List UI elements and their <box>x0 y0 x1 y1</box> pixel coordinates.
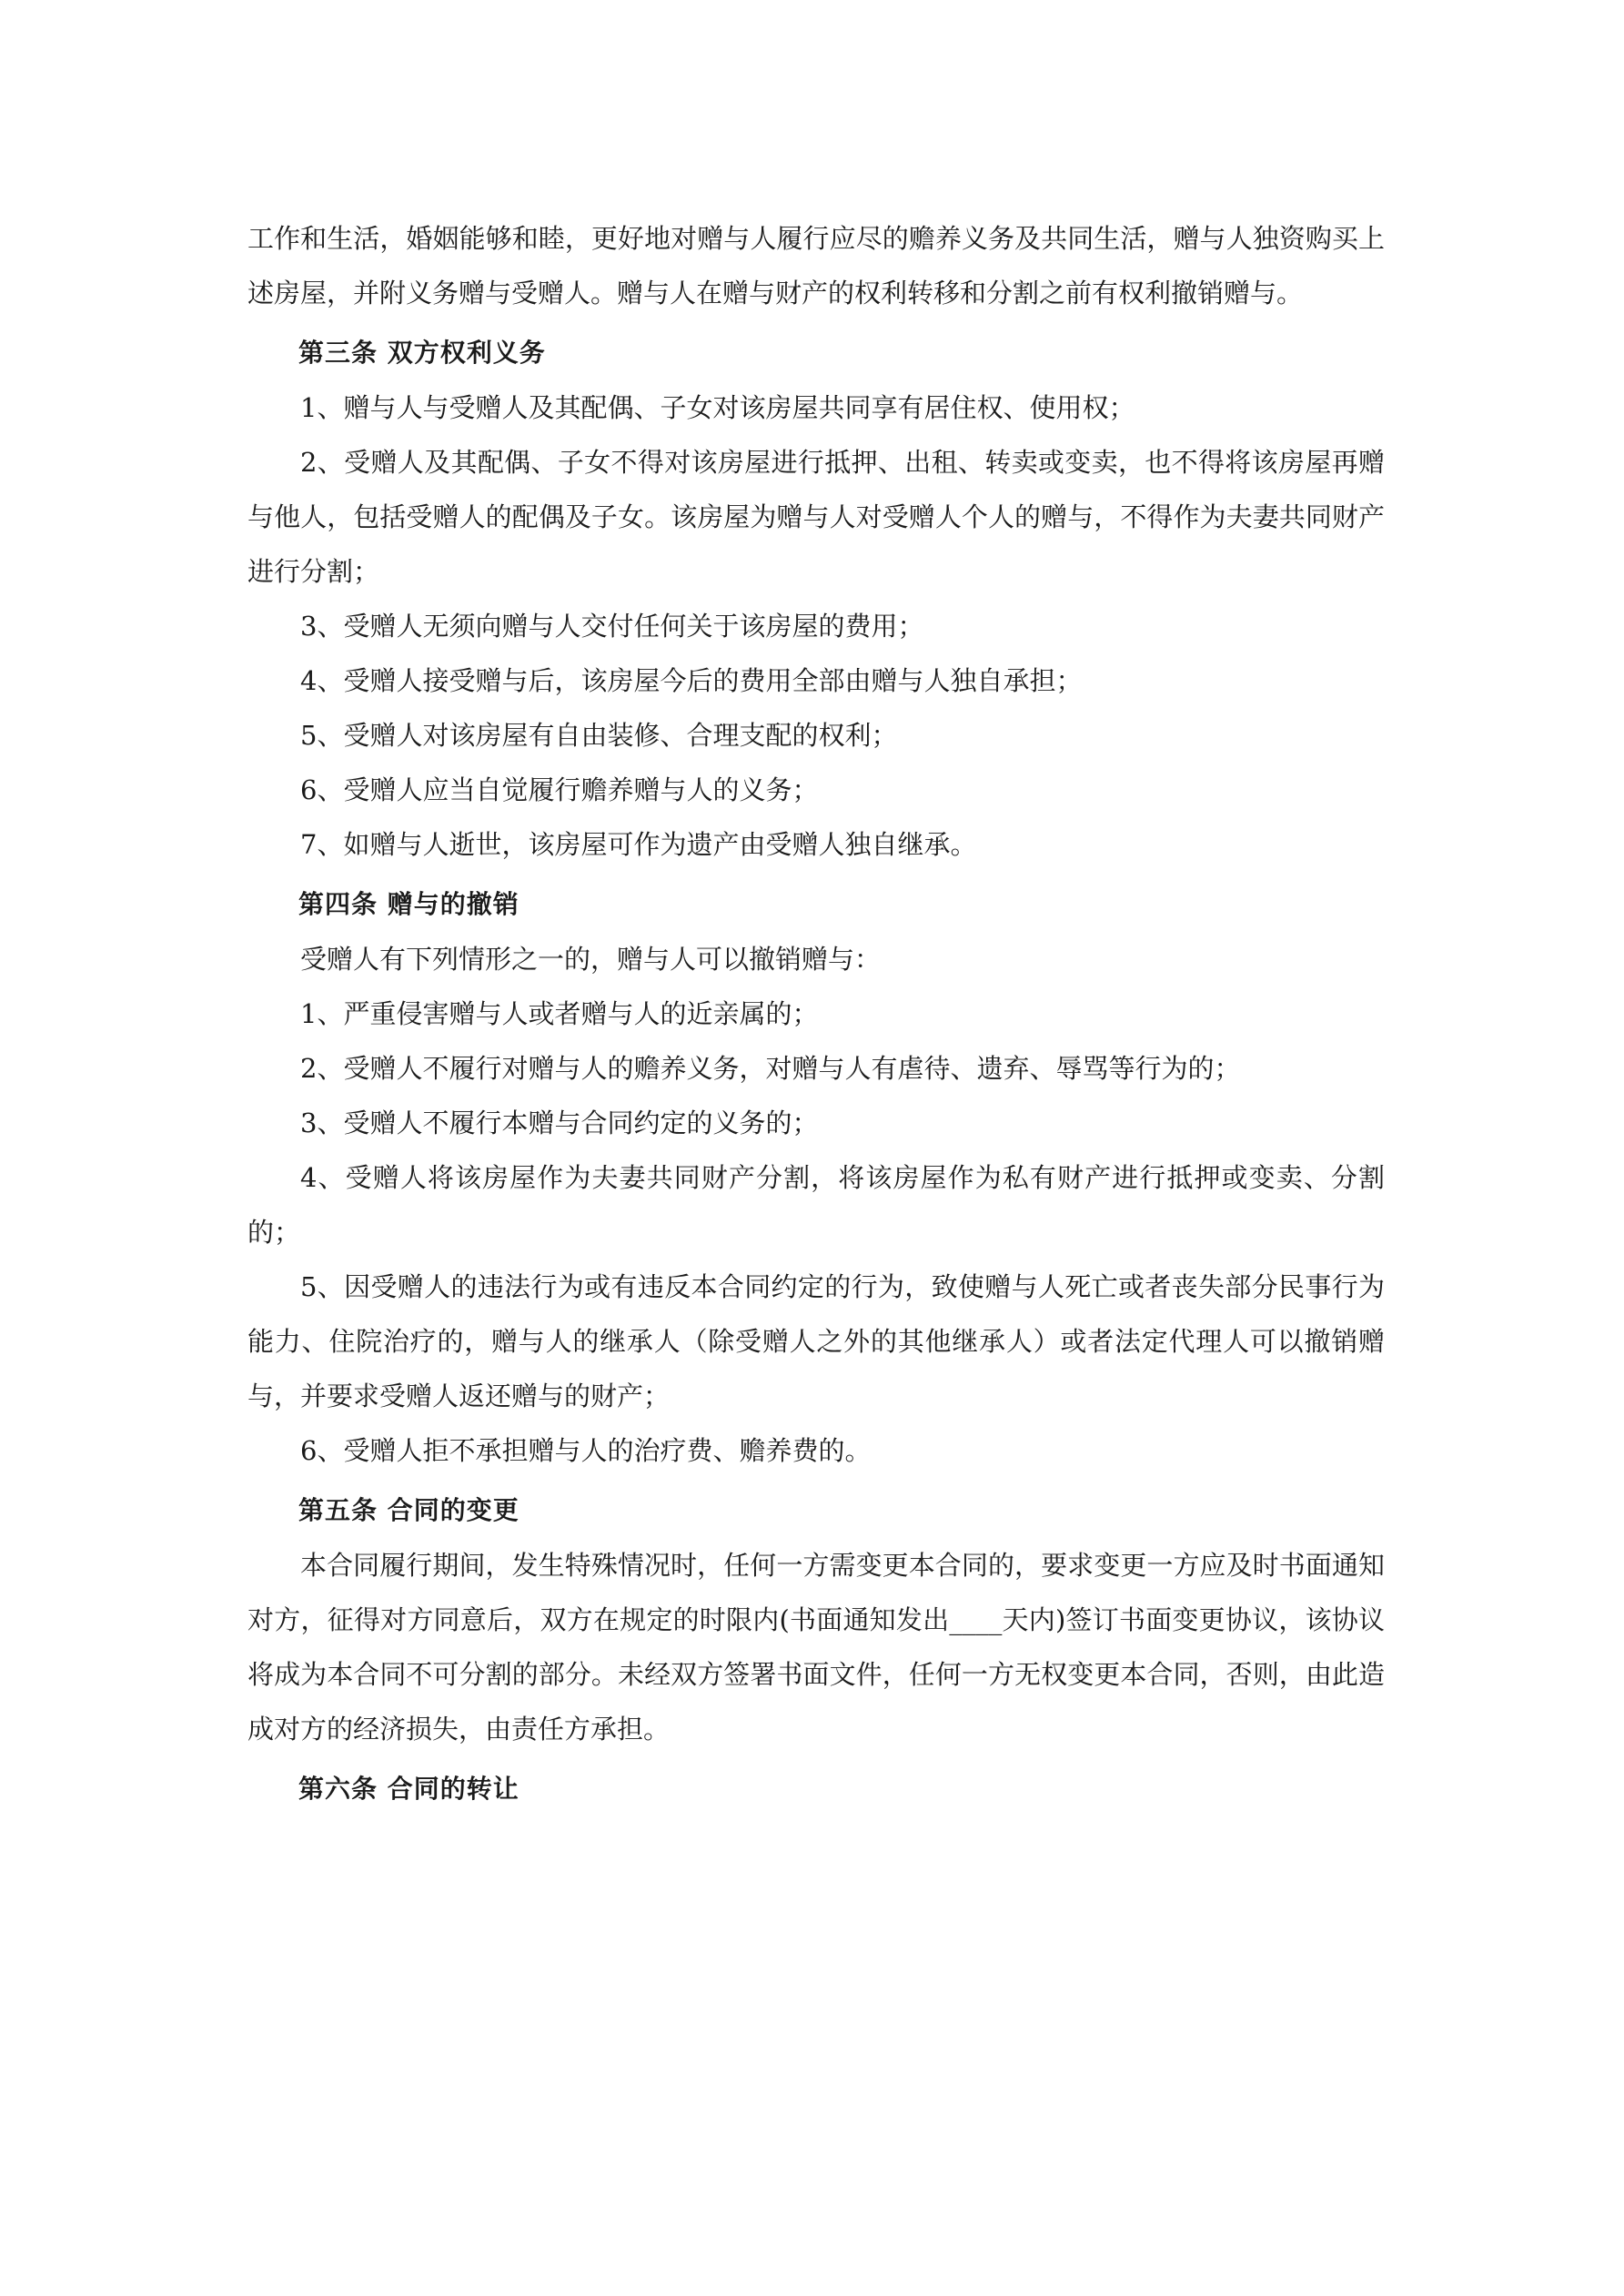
paragraph-continuation: 工作和生活，婚姻能够和睦，更好地对赠与人履行应尽的赡养义务及共同生活，赠与人独资购买上述房屋，并附义务赠与受赠人。赠与人在赠与财产的权利转移和分割之前有权利撤销赠与。 <box>247 223 1385 308</box>
article-4-item-2: 2、受赠人不履行对赠与人的赡养义务，对赠与人有虐待、遗弃、辱骂等行为的； <box>300 1053 1241 1084</box>
article-4-heading: 第四条 赠与的撤销 <box>298 889 519 919</box>
article-6-heading: 第六条 合同的转让 <box>298 1774 519 1804</box>
article-5-body: 本合同履行期间，发生特殊情况时，任何一方需变更本合同的，要求变更一方应及时书面通知对方，征得对方同意后，双方在规定的时限内(书面通知发出____天内)签订书面变更协议，该协议将成为本合同不可分割的部分。未经双方签署书面文件，任何一方无权变更本合同，否则，由此造成对方的经济损失，由责任方承担。 <box>247 1550 1385 1745</box>
article-3-item-6: 6、受赠人应当自觉履行赡养赠与人的义务； <box>300 774 819 805</box>
article-3-item-4: 4、受赠人接受赠与后，该房屋今后的费用全部由赠与人独自承担； <box>300 665 1083 696</box>
article-3-item-1: 1、赠与人与受赠人及其配偶、子女对该房屋共同享有居住权、使用权； <box>300 392 1135 423</box>
article-4-intro: 受赠人有下列情形之一的，赠与人可以撤销赠与： <box>300 944 882 975</box>
article-4-item-4: 4、受赠人将该房屋作为夫妻共同财产分割，将该房屋作为私有财产进行抵押或变卖、分割的； <box>247 1162 1385 1248</box>
document-body <box>247 211 1385 1816</box>
article-4-item-5: 5、因受赠人的违法行为或有违反本合同约定的行为，致使赠与人死亡或者丧失部分民事行为能力、住院治疗的，赠与人的继承人（除受赠人之外的其他继承人）或者法定代理人可以撤销赠与，并要求受赠人返还赠与的财产； <box>247 1271 1385 1411</box>
article-3-item-7: 7、如赠与人逝世，该房屋可作为遗产由受赠人独自继承。 <box>300 829 977 860</box>
article-4-item-3: 3、受赠人不履行本赠与合同约定的义务的； <box>300 1108 819 1138</box>
article-3-heading: 第三条 双方权利义务 <box>298 338 546 368</box>
article-4-item-6: 6、受赠人拒不承担赠与人的治疗费、赡养费的。 <box>300 1435 872 1466</box>
article-3-item-3: 3、受赠人无须向赠与人交付任何关于该房屋的费用； <box>300 611 924 642</box>
article-3-item-2: 2、受赠人及其配偶、子女不得对该房屋进行抵押、出租、转卖或变卖，也不得将该房屋再赠与他人，包括受赠人的配偶及子女。该房屋为赠与人对受赠人个人的赠与，不得作为夫妻共同财产进行分割； <box>247 447 1385 587</box>
article-4-item-1: 1、严重侵害赠与人或者赠与人的近亲属的； <box>300 998 819 1029</box>
article-5-heading: 第五条 合同的变更 <box>298 1495 519 1525</box>
article-3-item-5: 5、受赠人对该房屋有自由装修、合理支配的权利； <box>300 720 898 751</box>
